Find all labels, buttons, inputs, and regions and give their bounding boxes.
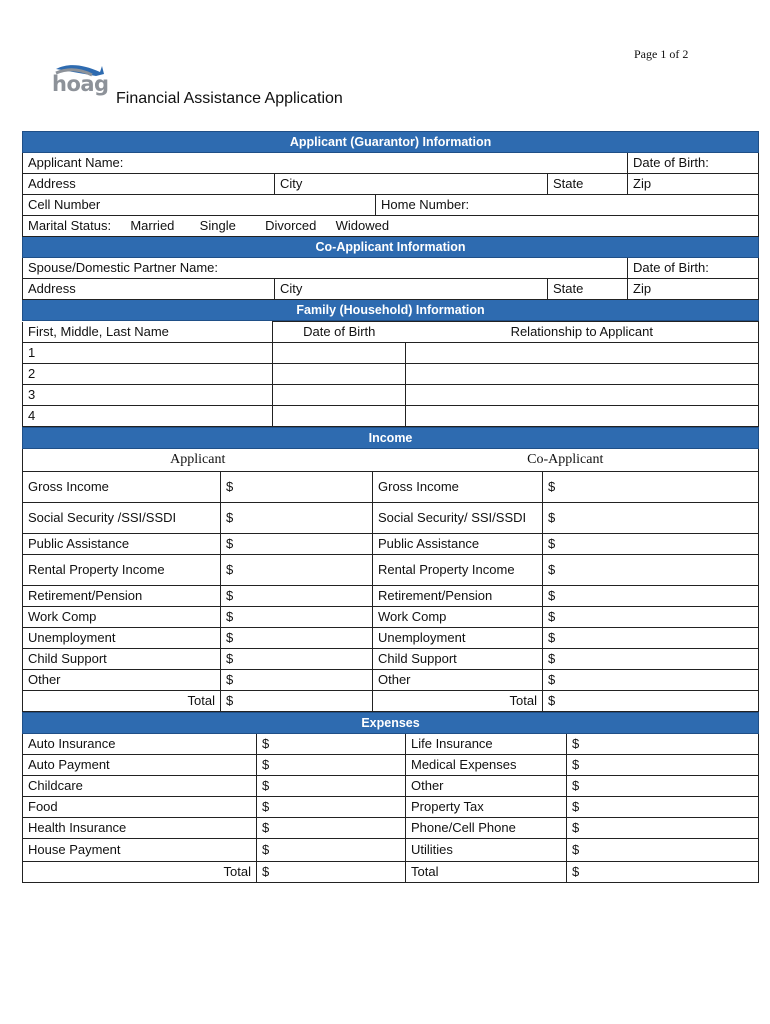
coapplicant-section-header: Co-Applicant Information xyxy=(23,237,759,258)
income-amount-cell[interactable]: $ xyxy=(221,472,373,503)
marital-status-row xyxy=(23,216,759,237)
income-amount-cell[interactable]: $ xyxy=(221,649,373,670)
income-amount-cell[interactable]: $ xyxy=(221,670,373,691)
income-item-label: Other xyxy=(23,670,221,691)
family-row-dob-cell[interactable] xyxy=(273,406,406,427)
income-amount-cell[interactable]: $ xyxy=(221,607,373,628)
application-form xyxy=(22,131,758,883)
income-item-label: Retirement/Pension xyxy=(373,586,543,607)
applicant-cell-field[interactable]: Cell Number xyxy=(23,195,376,216)
spouse-address-field[interactable]: Address xyxy=(23,279,275,300)
income-item-label: Other xyxy=(373,670,543,691)
expense-amount-cell[interactable]: $ xyxy=(567,797,759,818)
income-section-header: Income xyxy=(23,428,759,449)
income-item-label: Retirement/Pension xyxy=(23,586,221,607)
income-item-label: Work Comp xyxy=(23,607,221,628)
expense-item-label: Auto Payment xyxy=(23,755,257,776)
expense-item-label: Utilities xyxy=(406,839,567,862)
applicant-section-header: Applicant (Guarantor) Information xyxy=(23,132,759,153)
expense-amount-cell[interactable]: $ xyxy=(567,776,759,797)
spouse-zip-field[interactable]: Zip xyxy=(628,279,759,300)
expense-amount-cell[interactable]: $ xyxy=(567,839,759,862)
income-item-label: Public Assistance xyxy=(23,534,221,555)
logo-text: hoag xyxy=(52,72,109,96)
page-number: Page 1 of 2 xyxy=(634,47,689,61)
income-item-label: Work Comp xyxy=(373,607,543,628)
applicant-address-field[interactable]: Address xyxy=(23,174,275,195)
income-amount-cell[interactable]: $ xyxy=(543,649,759,670)
income-amount-cell[interactable]: $ xyxy=(543,670,759,691)
income-item-label: Public Assistance xyxy=(373,534,543,555)
expense-item-label: Health Insurance xyxy=(23,818,257,839)
applicant-home-field[interactable]: Home Number: xyxy=(376,195,759,216)
income-amount-cell[interactable]: $ xyxy=(221,628,373,649)
income-total-cell[interactable]: $ xyxy=(221,691,373,712)
income-item-label: Gross Income xyxy=(373,472,543,503)
income-item-label: Gross Income xyxy=(23,472,221,503)
income-total-cell[interactable]: $ xyxy=(543,691,759,712)
marital-option-single[interactable]: Single xyxy=(199,218,236,233)
family-row-relationship-cell[interactable] xyxy=(406,364,759,385)
family-col-relationship: Relationship to Applicant xyxy=(406,322,759,343)
income-amount-cell[interactable]: $ xyxy=(543,586,759,607)
marital-option-divorced[interactable]: Divorced xyxy=(265,218,317,233)
family-row-dob-cell[interactable] xyxy=(273,385,406,406)
family-row-label: 1 xyxy=(23,343,273,364)
page-title: Financial Assistance Application xyxy=(116,90,343,107)
family-row-dob-cell[interactable] xyxy=(273,343,406,364)
income-amount-cell[interactable]: $ xyxy=(221,586,373,607)
expense-amount-cell[interactable]: $ xyxy=(567,755,759,776)
income-total-label: Total xyxy=(373,691,543,712)
family-row-label: 4 xyxy=(23,406,273,427)
income-amount-cell[interactable]: $ xyxy=(543,607,759,628)
family-row-relationship-cell[interactable] xyxy=(406,385,759,406)
income-amount-cell[interactable]: $ xyxy=(543,555,759,586)
family-row-label: 2 xyxy=(23,364,273,385)
income-item-label: Rental Property Income xyxy=(23,555,221,586)
family-row-label: 3 xyxy=(23,385,273,406)
income-item-label: Unemployment xyxy=(373,628,543,649)
family-table xyxy=(22,321,759,427)
family-row-dob-cell[interactable] xyxy=(273,364,406,385)
applicant-city-field[interactable]: City xyxy=(275,174,548,195)
applicant-zip-field[interactable]: Zip xyxy=(628,174,759,195)
family-col-name: First, Middle, Last Name xyxy=(23,322,273,343)
spouse-state-field[interactable]: State xyxy=(548,279,628,300)
expense-item-label: Life Insurance xyxy=(406,734,567,755)
expense-item-label: Auto Insurance xyxy=(23,734,257,755)
hoag-logo xyxy=(52,64,109,100)
expense-item-label: Childcare xyxy=(23,776,257,797)
income-coapplicant-label: Co-Applicant xyxy=(373,449,759,472)
expense-total-cell[interactable]: $ xyxy=(257,862,406,883)
expense-item-label: House Payment xyxy=(23,839,257,862)
family-row-relationship-cell[interactable] xyxy=(406,406,759,427)
expense-item-label: Other xyxy=(406,776,567,797)
expense-total-cell[interactable]: $ xyxy=(567,862,759,883)
expense-amount-cell[interactable]: $ xyxy=(567,818,759,839)
income-applicant-label: Applicant xyxy=(23,449,373,472)
expenses-table xyxy=(22,712,759,883)
expense-item-label: Food xyxy=(23,797,257,818)
spouse-city-field[interactable]: City xyxy=(275,279,548,300)
expense-item-label: Phone/Cell Phone xyxy=(406,818,567,839)
applicant-name-field[interactable]: Applicant Name: xyxy=(23,153,628,174)
expense-amount-cell[interactable]: $ xyxy=(257,818,406,839)
income-item-label: Child Support xyxy=(373,649,543,670)
applicant-table xyxy=(22,131,759,321)
income-amount-cell[interactable]: $ xyxy=(543,628,759,649)
income-amount-cell[interactable]: $ xyxy=(221,555,373,586)
applicant-state-field[interactable]: State xyxy=(548,174,628,195)
income-item-label: Child Support xyxy=(23,649,221,670)
expense-amount-cell[interactable]: $ xyxy=(567,734,759,755)
income-item-label: Unemployment xyxy=(23,628,221,649)
expenses-section-header: Expenses xyxy=(23,713,759,734)
family-col-dob: Date of Birth xyxy=(273,322,406,343)
expense-total-label: Total xyxy=(23,862,257,883)
family-section-header: Family (Household) Information xyxy=(23,300,759,321)
marital-option-widowed[interactable]: Widowed xyxy=(335,218,390,233)
income-amount-cell[interactable]: $ xyxy=(543,472,759,503)
expense-amount-cell[interactable]: $ xyxy=(257,797,406,818)
expense-total-label: Total xyxy=(406,862,567,883)
marital-option-married[interactable]: Married xyxy=(130,218,175,233)
expense-item-label: Property Tax xyxy=(406,797,567,818)
income-item-label: Rental Property Income xyxy=(373,555,543,586)
income-amount-cell[interactable]: $ xyxy=(221,503,373,534)
income-total-label: Total xyxy=(23,691,221,712)
family-row-relationship-cell[interactable] xyxy=(406,343,759,364)
income-amount-cell[interactable]: $ xyxy=(221,534,373,555)
expense-amount-cell[interactable]: $ xyxy=(257,755,406,776)
income-item-label: Social Security /SSI/SSDI xyxy=(23,503,221,534)
income-amount-cell[interactable]: $ xyxy=(543,534,759,555)
income-table xyxy=(22,427,759,712)
spouse-dob-field[interactable]: Date of Birth: xyxy=(628,258,759,279)
expense-amount-cell[interactable]: $ xyxy=(257,734,406,755)
income-amount-cell[interactable]: $ xyxy=(543,503,759,534)
marital-status-label: Marital Status: xyxy=(28,218,112,233)
expense-amount-cell[interactable]: $ xyxy=(257,776,406,797)
spouse-name-field[interactable]: Spouse/Domestic Partner Name: xyxy=(23,258,628,279)
income-item-label: Social Security/ SSI/SSDI xyxy=(373,503,543,534)
expense-item-label: Medical Expenses xyxy=(406,755,567,776)
applicant-dob-field[interactable]: Date of Birth: xyxy=(628,153,759,174)
expense-amount-cell[interactable]: $ xyxy=(257,839,406,862)
